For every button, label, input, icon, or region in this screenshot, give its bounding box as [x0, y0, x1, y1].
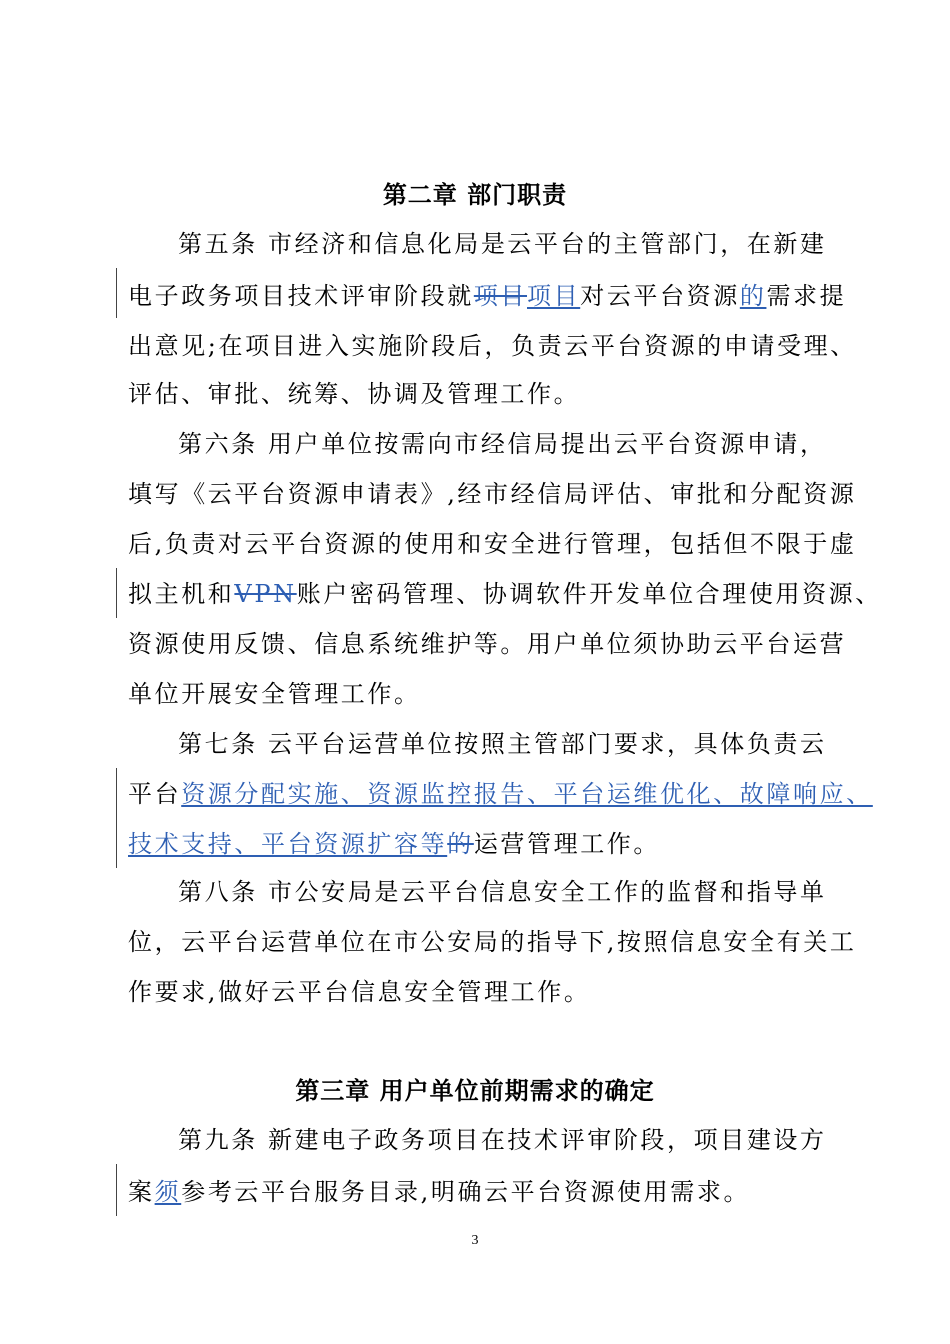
article-5-line-2-text-b: 对云平台资源 — [580, 282, 740, 310]
article-9-line-2-text-a: 案 — [128, 1178, 155, 1206]
article-5-line-2-text-a: 电子政务项目技术评审阶段就 — [128, 282, 474, 310]
article-6-line-3: 后,负责对云平台资源的使用和安全进行管理，包括但不限于虚 — [128, 530, 857, 558]
inserted-text: 项目 — [527, 282, 581, 310]
inserted-text: 须 — [154, 1178, 182, 1206]
change-bar — [116, 768, 117, 868]
chapter-2-heading: 第二章 部门职责 — [382, 181, 568, 209]
article-7-line-2 — [128, 778, 873, 810]
page-number: 3 — [471, 1233, 479, 1248]
article-7-line-2-text-a: 平台 — [128, 780, 182, 808]
deleted-text: 的 — [447, 830, 474, 858]
chapter-3-heading: 第三章 用户单位前期需求的确定 — [295, 1077, 655, 1105]
article-8-line-1: 第八条 市公安局是云平台信息安全工作的监督和指导单 — [178, 878, 827, 906]
inserted-text: 的 — [739, 282, 767, 310]
article-7-line-3 — [128, 828, 660, 860]
article-6-line-4-text-b: 账户密码管理、协调软件开发单位合理使用资源、 — [296, 580, 882, 608]
inserted-text: 资源分配实施、资源监控报告、平台运维优化、故障响应、 — [181, 780, 873, 808]
article-5-line-4: 评估、审批、统筹、协调及管理工作。 — [128, 380, 581, 408]
inserted-text: 技术支持、平台资源扩容等 — [128, 830, 448, 858]
article-5-line-3: 出意见;在项目进入实施阶段后，负责云平台资源的申请受理、 — [128, 332, 857, 360]
article-6-line-6: 单位开展安全管理工作。 — [128, 680, 421, 708]
article-6-line-5: 资源使用反馈、信息系统维护等。用户单位须协助云平台运营 — [128, 630, 847, 658]
change-bar — [116, 568, 117, 618]
article-9-line-2-text-b: 参考云平台服务目录,明确云平台资源使用需求。 — [181, 1178, 751, 1206]
article-8-line-3: 作要求,做好云平台信息安全管理工作。 — [128, 978, 591, 1006]
article-9-line-2 — [128, 1176, 750, 1208]
article-7-line-3-text-b: 运营管理工作。 — [473, 830, 661, 858]
change-bar — [116, 268, 117, 318]
deleted-text: 项目 — [473, 282, 528, 310]
article-5-line-2-text-c: 需求提 — [766, 282, 847, 310]
article-5-line-2 — [128, 280, 846, 312]
article-6-line-4-text-a: 拟主机和 — [128, 580, 235, 608]
article-6-line-1: 第六条 用户单位按需向市经信局提出云平台资源申请， — [178, 430, 827, 458]
article-6-line-4 — [128, 578, 882, 610]
change-bar — [116, 1164, 117, 1216]
article-9-line-1: 第九条 新建电子政务项目在技术评审阶段，项目建设方 — [178, 1126, 827, 1154]
article-5-line-1: 第五条 市经济和信息化局是云平台的主管部门，在新建 — [178, 230, 827, 258]
article-6-line-2: 填写《云平台资源申请表》,经市经信局评估、审批和分配资源 — [128, 480, 857, 508]
deleted-text: VPN — [234, 580, 297, 608]
article-8-line-2: 位，云平台运营单位在市公安局的指导下,按照信息安全有关工 — [128, 928, 857, 956]
article-7-line-1: 第七条 云平台运营单位按照主管部门要求，具体负责云 — [178, 730, 827, 758]
